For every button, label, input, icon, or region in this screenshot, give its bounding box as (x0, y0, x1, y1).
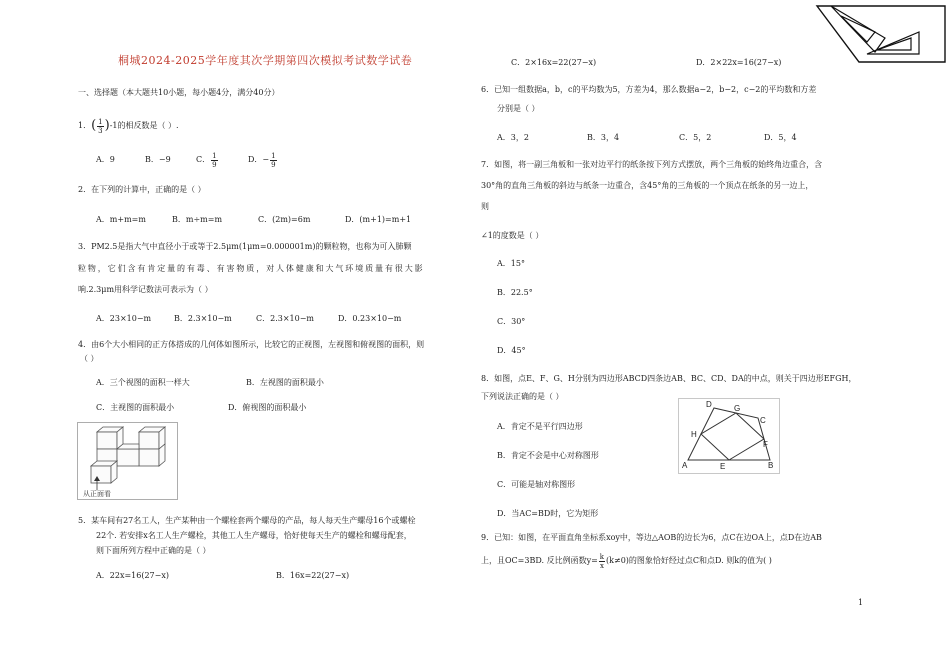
q8-option-a: A．肯定不是平行四边形 (497, 422, 583, 431)
question-3-line3: 响.2.3μm用科学记数法可表示为（ ） (78, 285, 213, 294)
q4-option-c: C．主视图的面积最小 (96, 403, 175, 412)
question-7-line1: 7．如图，将一副三角板和一张对边平行的纸条按下列方式摆放，两个三角板的始终角边重合，含 (481, 160, 823, 169)
q7-option-d: D．45° (497, 346, 526, 355)
q6-option-a: A．3，2 (497, 133, 529, 142)
section-heading: 一、选择题（本大题共10小题，每小题4分，满分40分） (78, 88, 280, 97)
label-d: D (706, 400, 712, 409)
question-3-line1: 3．PM2.5是指大气中直径小于或等于2.5μm(1μm=0.000001m)的颗粒物，也称为可入肺颗 (78, 242, 412, 251)
q6-option-d: D．5，4 (764, 133, 797, 142)
front-view-label: 从正面看 (83, 490, 111, 498)
label-c: C (760, 416, 766, 425)
question-7-line4: ∠1的度数是（ ） (481, 231, 544, 240)
question-6-line2: 分别是（ ） (497, 104, 540, 113)
q4-option-b: B．左视图的面积最小 (246, 378, 324, 387)
label-e: E (720, 462, 726, 471)
q1-option-a: A．9 (96, 155, 115, 164)
q5-option-d: D．2×22x=16(27−x) (696, 58, 782, 67)
question-7-line2: 30°角的直角三角板的斜边与纸条一边重合，含45°角的三角板的一个顶点在纸条的另一边上， (481, 181, 814, 190)
q2-option-b: B．m÷m=m (172, 215, 223, 224)
label-h: H (691, 430, 697, 439)
question-2-stem: 2．在下列的计算中，正确的是（ ） (78, 185, 206, 194)
q5-option-b: B．16x=22(27−x) (276, 571, 350, 580)
question-9-line1: 9．已知：如图，在平面直角坐标系xoy中，等边△AOB的边长为6，点C在边OA上，点D在边AB (481, 533, 822, 542)
question-1-stem: 1．( $\frac{1}{3}$ )-1的相反数是（ ）. (78, 117, 179, 135)
question-5-line2: 22个. 若安排x名工人生产螺栓，其他工人生产螺母，恰好使每天生产的螺栓和螺母配套， (96, 531, 412, 540)
q5-option-c: C．2×16x=22(27−x) (511, 58, 597, 67)
q3-option-b: B．2.3×10−m (174, 314, 232, 323)
q4-option-a: A．三个视图的面积一样大 (96, 378, 190, 387)
q7-option-b: B．22.5° (497, 288, 533, 297)
triangle-ruler-figure (815, 4, 947, 64)
q2-option-d: D．(m+1)=m+1 (345, 215, 412, 224)
q3-option-c: C．2.3×10−m (256, 314, 315, 323)
question-8-line1: 8．如图，点E、F、G、H分别为四边形ABCD四条边AB、BC、CD、DA的中点，则关于四边形EFGH， (481, 374, 857, 383)
q8-option-b: B．肯定不会是中心对称图形 (497, 451, 599, 460)
label-g: G (734, 404, 741, 413)
quadrilateral-figure (678, 398, 780, 474)
question-5-line1: 5．某车间有27名工人，生产某种由一个螺栓套两个螺母的产品，每人每天生产螺母16个或螺栓 (78, 516, 416, 525)
question-6-line1: 6．已知一组数据a，b，c的平均数为5，方差为4，那么数据a−2，b−2，c−2的平均数和方差 (481, 85, 817, 94)
q3-option-d: D．0.23×10−m (338, 314, 402, 323)
q3-option-a: A．23×10−m (96, 314, 152, 323)
question-5-line3: 则下面所列方程中正确的是（ ） (96, 546, 211, 555)
page-title: 桐城2024-2025学年度其次学期第四次模拟考试数学试卷 (118, 54, 413, 67)
label-f: F (763, 440, 768, 449)
q1-option-b: B．−9 (145, 155, 171, 164)
q8-option-c: C．可能是轴对称图形 (497, 480, 576, 489)
cube-stack-figure (77, 422, 178, 500)
q1-option-c: C． $\frac{1}{9}$ (196, 151, 217, 169)
q7-option-a: A．15° (497, 259, 525, 268)
q8-option-d: D．当AC=BD时，它为矩形 (497, 509, 599, 518)
question-8-line2: 下列说法正确的是（ ） (481, 392, 564, 401)
label-a: A (682, 461, 688, 470)
label-b: B (768, 461, 774, 470)
q2-option-c: C．(2m)=6m (258, 215, 311, 224)
q7-option-c: C．30° (497, 317, 526, 326)
question-4-line2: （ ） (80, 354, 99, 363)
q2-option-a: A．m+m=m (96, 215, 146, 224)
page-number: 1 (858, 598, 864, 607)
q1-option-d: D．− $\frac{1}{9}$ (248, 151, 276, 169)
question-4-line1: 4．由6个大小相同的正方体搭成的几何体如图所示，比较它的正视图，左视图和俯视图的面积，则 (78, 340, 425, 349)
q6-option-b: B．3，4 (587, 133, 620, 142)
question-9-line2: 上，且OC=3BD. 反比例函数y= $\frac{k}{x}$ (k≠0)的图象恰好经过点C和点D. 则k的值为( ) (481, 552, 772, 570)
q4-option-d: D．俯视图的面积最小 (228, 403, 307, 412)
question-7-line3: 则 (481, 202, 489, 211)
question-3-line2: 粒物，它们含有肯定量的有毒、有害物质，对人体健康和大气环境质量有很大影 (78, 264, 425, 273)
q5-option-a: A．22x=16(27−x) (96, 571, 169, 580)
q6-option-c: C．5，2 (679, 133, 712, 142)
